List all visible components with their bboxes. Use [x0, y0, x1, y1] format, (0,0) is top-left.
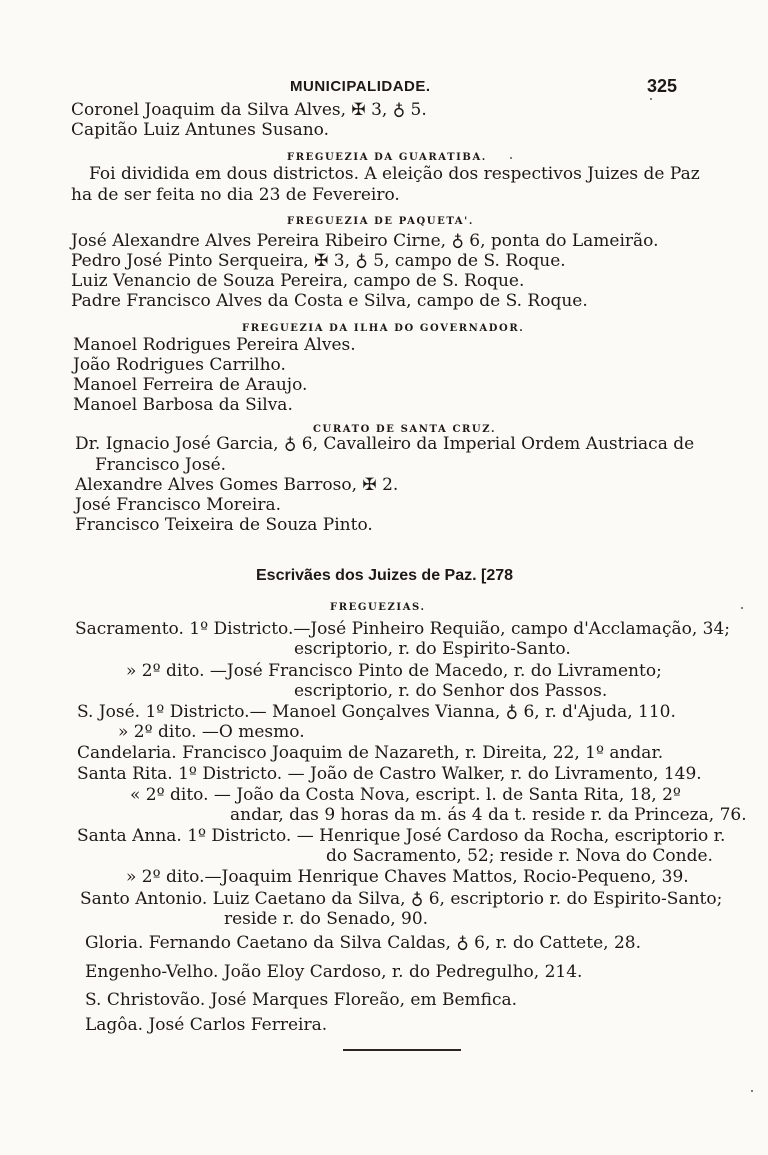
speck: [650, 98, 652, 100]
text-line: andar, das 9 horas da m. ás 4 da t. reside r. da Princeza, 76.: [230, 805, 747, 825]
text-line: S. José. 1º Districto.— Manoel Gonçalves Vianna, ♁ 6, r. d'Ajuda, 110.: [77, 702, 676, 722]
text-line: « 2º dito. — João da Costa Nova, escript. l. de Santa Rita, 18, 2º: [130, 785, 681, 805]
section-heading: FREGUEZIA DA GUARATIBA.: [287, 152, 487, 163]
text-line: » 2º dito. —José Francisco Pinto de Macedo, r. do Livramento;: [126, 661, 662, 681]
text-line: Foi dividida em dous districtos. A eleição dos respectivos Juizes de Paz: [89, 164, 700, 184]
closing-rule: [343, 1049, 461, 1051]
section-heading: CURATO DE SANTA CRUZ.: [313, 424, 497, 435]
speck: [751, 1090, 753, 1092]
text-line: escriptorio, r. do Senhor dos Passos.: [294, 681, 608, 701]
text-line: escriptorio, r. do Espirito-Santo.: [294, 639, 571, 659]
text-line: Padre Francisco Alves da Costa e Silva, campo de S. Roque.: [71, 291, 588, 311]
text-line: Coronel Joaquim da Silva Alves, ✠ 3, ♁ 5.: [71, 100, 427, 120]
text-line: Alexandre Alves Gomes Barroso, ✠ 2.: [75, 475, 399, 495]
text-line: S. Christovão. José Marques Floreão, em Bemfica.: [85, 990, 518, 1010]
text-line: Manoel Ferreira de Araujo.: [73, 375, 308, 395]
speck: [510, 157, 512, 159]
text-line: » 2º dito.—Joaquim Henrique Chaves Mattos, Rocio-Pequeno, 39.: [126, 867, 689, 887]
section-heading: FREGUEZIA DA ILHA DO GOVERNADOR.: [242, 323, 525, 334]
text-line: Manoel Barbosa da Silva.: [73, 395, 293, 415]
text-line: Sacramento. 1º Districto.—José Pinheiro Requião, campo d'Acclamação, 34;: [75, 619, 730, 639]
text-line: » 2º dito. —O mesmo.: [118, 722, 305, 742]
text-line: Santo Antonio. Luiz Caetano da Silva, ♁ 6, escriptorio r. do Espirito-Santo;: [80, 889, 723, 909]
running-head-title: MUNICIPALIDADE.: [290, 78, 431, 95]
text-line: Lagôa. José Carlos Ferreira.: [85, 1015, 328, 1035]
text-line: Pedro José Pinto Serqueira, ✠ 3, ♁ 5, campo de S. Roque.: [71, 251, 566, 271]
text-line: Santa Anna. 1º Districto. — Henrique José Cardoso da Rocha, escriptorio r.: [77, 826, 726, 846]
section-heading: FREGUEZIA DE PAQUETA'.: [287, 216, 474, 227]
text-line: José Alexandre Alves Pereira Ribeiro Cirne, ♁ 6, ponta do Lameirão.: [71, 231, 659, 251]
text-line: Manoel Rodrigues Pereira Alves.: [73, 335, 356, 355]
text-line: reside r. do Senado, 90.: [224, 909, 429, 929]
text-line: Capitão Luiz Antunes Susano.: [71, 120, 329, 140]
text-line: Luiz Venancio de Souza Pereira, campo de S. Roque.: [71, 271, 525, 291]
section-title: Escrivães dos Juizes de Paz. [278: [256, 567, 514, 584]
text-line: Candelaria. Francisco Joaquim de Nazareth, r. Direita, 22, 1º andar.: [77, 743, 664, 763]
page-number: 325: [647, 76, 678, 96]
text-line: Francisco Teixeira de Souza Pinto.: [75, 515, 373, 535]
text-line: Dr. Ignacio José Garcia, ♁ 6, Cavalleiro da Imperial Ordem Austriaca de: [75, 434, 695, 454]
text-line: do Sacramento, 52; reside r. Nova do Conde.: [326, 846, 713, 866]
speck: [741, 607, 743, 609]
text-line: ha de ser feita no dia 23 de Fevereiro.: [71, 185, 400, 205]
text-line: João Rodrigues Carrilho.: [73, 355, 286, 375]
text-line: Santa Rita. 1º Districto. — João de Castro Walker, r. do Livramento, 149.: [77, 764, 702, 784]
text-line: José Francisco Moreira.: [75, 495, 282, 515]
text-line: Gloria. Fernando Caetano da Silva Caldas, ♁ 6, r. do Cattete, 28.: [85, 933, 641, 953]
text-line: Francisco José.: [95, 455, 227, 475]
text-line: Engenho-Velho. João Eloy Cardoso, r. do Pedregulho, 214.: [85, 962, 583, 982]
section-heading: FREGUEZIAS.: [330, 602, 426, 613]
